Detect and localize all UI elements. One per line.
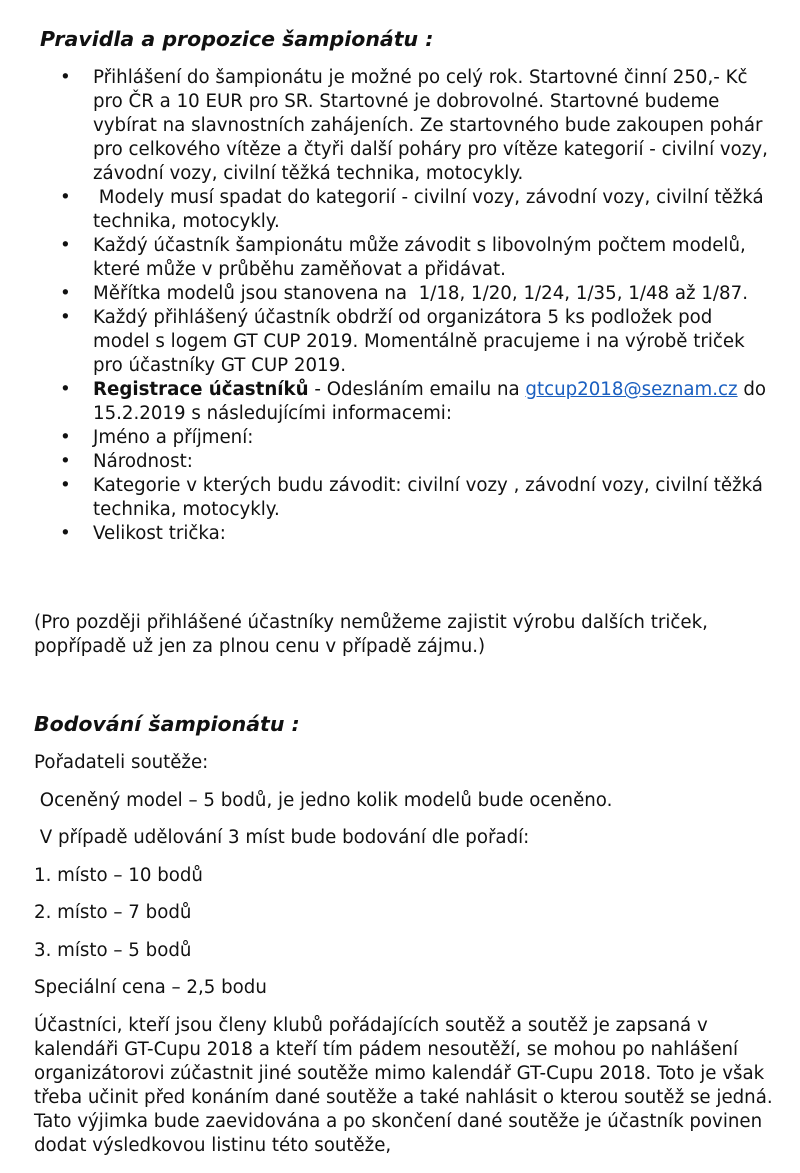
list-item-registration [60,378,772,426]
club-members-paragraph: Účastníci, kteří jsou členy klubů pořádajících soutěž a soutěž je zapsaná v kalendáři GT-Cupu 2018 a kteří tím pádem nesoutěží, se mohou po nahlášení organizátorovi zúčastnit jiné soutěže mimo kalendář GT-Cupu 2018. Toto je však třeba učinit před konáním dané soutěže a také nahlásit o kterou soutěž se jedná. Tato výjimka bude zaevidována a po skončení dané soutěže je účastník povinen dodat výsledkovou listinu této soutěže, [34,1015,773,1156]
list-item: • Přihlášení do šampionátu je možné po celý rok. Startovné činní 250,- Kč pro ČR a 10 EUR pro SR. Startovné je dobrovolné. Startovné budeme vybírat na slavnostních zahájeních. Ze startovného bude zakoupen pohár pro celkového vítěze a čtyři další poháry pro vítěze kategorií - civilní vozy, závodní vozy, civilní těžká technika, motocykly. [60,66,772,186]
place-1-points: 1. místo – 10 bodů [34,865,203,886]
email-link[interactable]: gtcup2018@seznam.cz [525,379,738,400]
tshirt-note: (Pro později přihlášené účastníky nemůžeme zajistit výrobu dalších triček, popřípadě už jen za plnou cenu v případě zájmu.) [34,612,708,657]
registration-text-post: do 15.2.2019 s následujícími informacemi: [93,379,767,424]
list-item: • Národnost: [60,450,772,474]
rules-heading: Pravidla a propozice šampionátu : [40,27,434,51]
list-item: • Velikost trička: [60,522,772,546]
list-item: • Jméno a příjmení: [60,426,772,450]
list-item: • Každý účastník šampionátu může závodit s libovolným počtem modelů, které může v průběhu zaměňovat a přidávat. [60,234,772,282]
list-item: • Kategorie v kterých budu závodit: civilní vozy , závodní vozy, civilní těžká technika, motocykly. [60,474,772,522]
list-item: • Každý přihlášený účastník obdrží od organizátora 5 ks podložek pod model s logem GT CUP 2019. Momentálně pracujeme i na výrobě triček pro účastníky GT CUP 2019. [60,306,772,378]
registration-text-pre: - Odesláním emailu na [308,379,526,400]
organizers-label: Pořadateli soutěže: [34,752,209,773]
special-prize-points: Speciální cena – 2,5 bodu [34,977,267,998]
place-2-points: 2. místo – 7 bodů [34,902,192,923]
list-item: • Modely musí spadat do kategorií - civilní vozy, závodní vozy, civilní těžká technika, motocykly. [60,186,772,234]
scoring-heading: Bodování šampionátu : [34,712,300,736]
awarded-model-points: Oceněný model – 5 bodů, je jedno kolik modelů bude oceněno. [34,790,613,811]
list-item: • Měřítka modelů jsou stanovena na 1/18, 1/20, 1/24, 1/35, 1/48 až 1/87. [60,282,772,306]
places-intro: V případě udělování 3 míst bude bodování dle pořadí: [34,827,530,848]
rules-list [60,66,772,546]
place-3-points: 3. místo – 5 bodů [34,940,192,961]
registration-label: Registrace účastníků [93,379,309,400]
